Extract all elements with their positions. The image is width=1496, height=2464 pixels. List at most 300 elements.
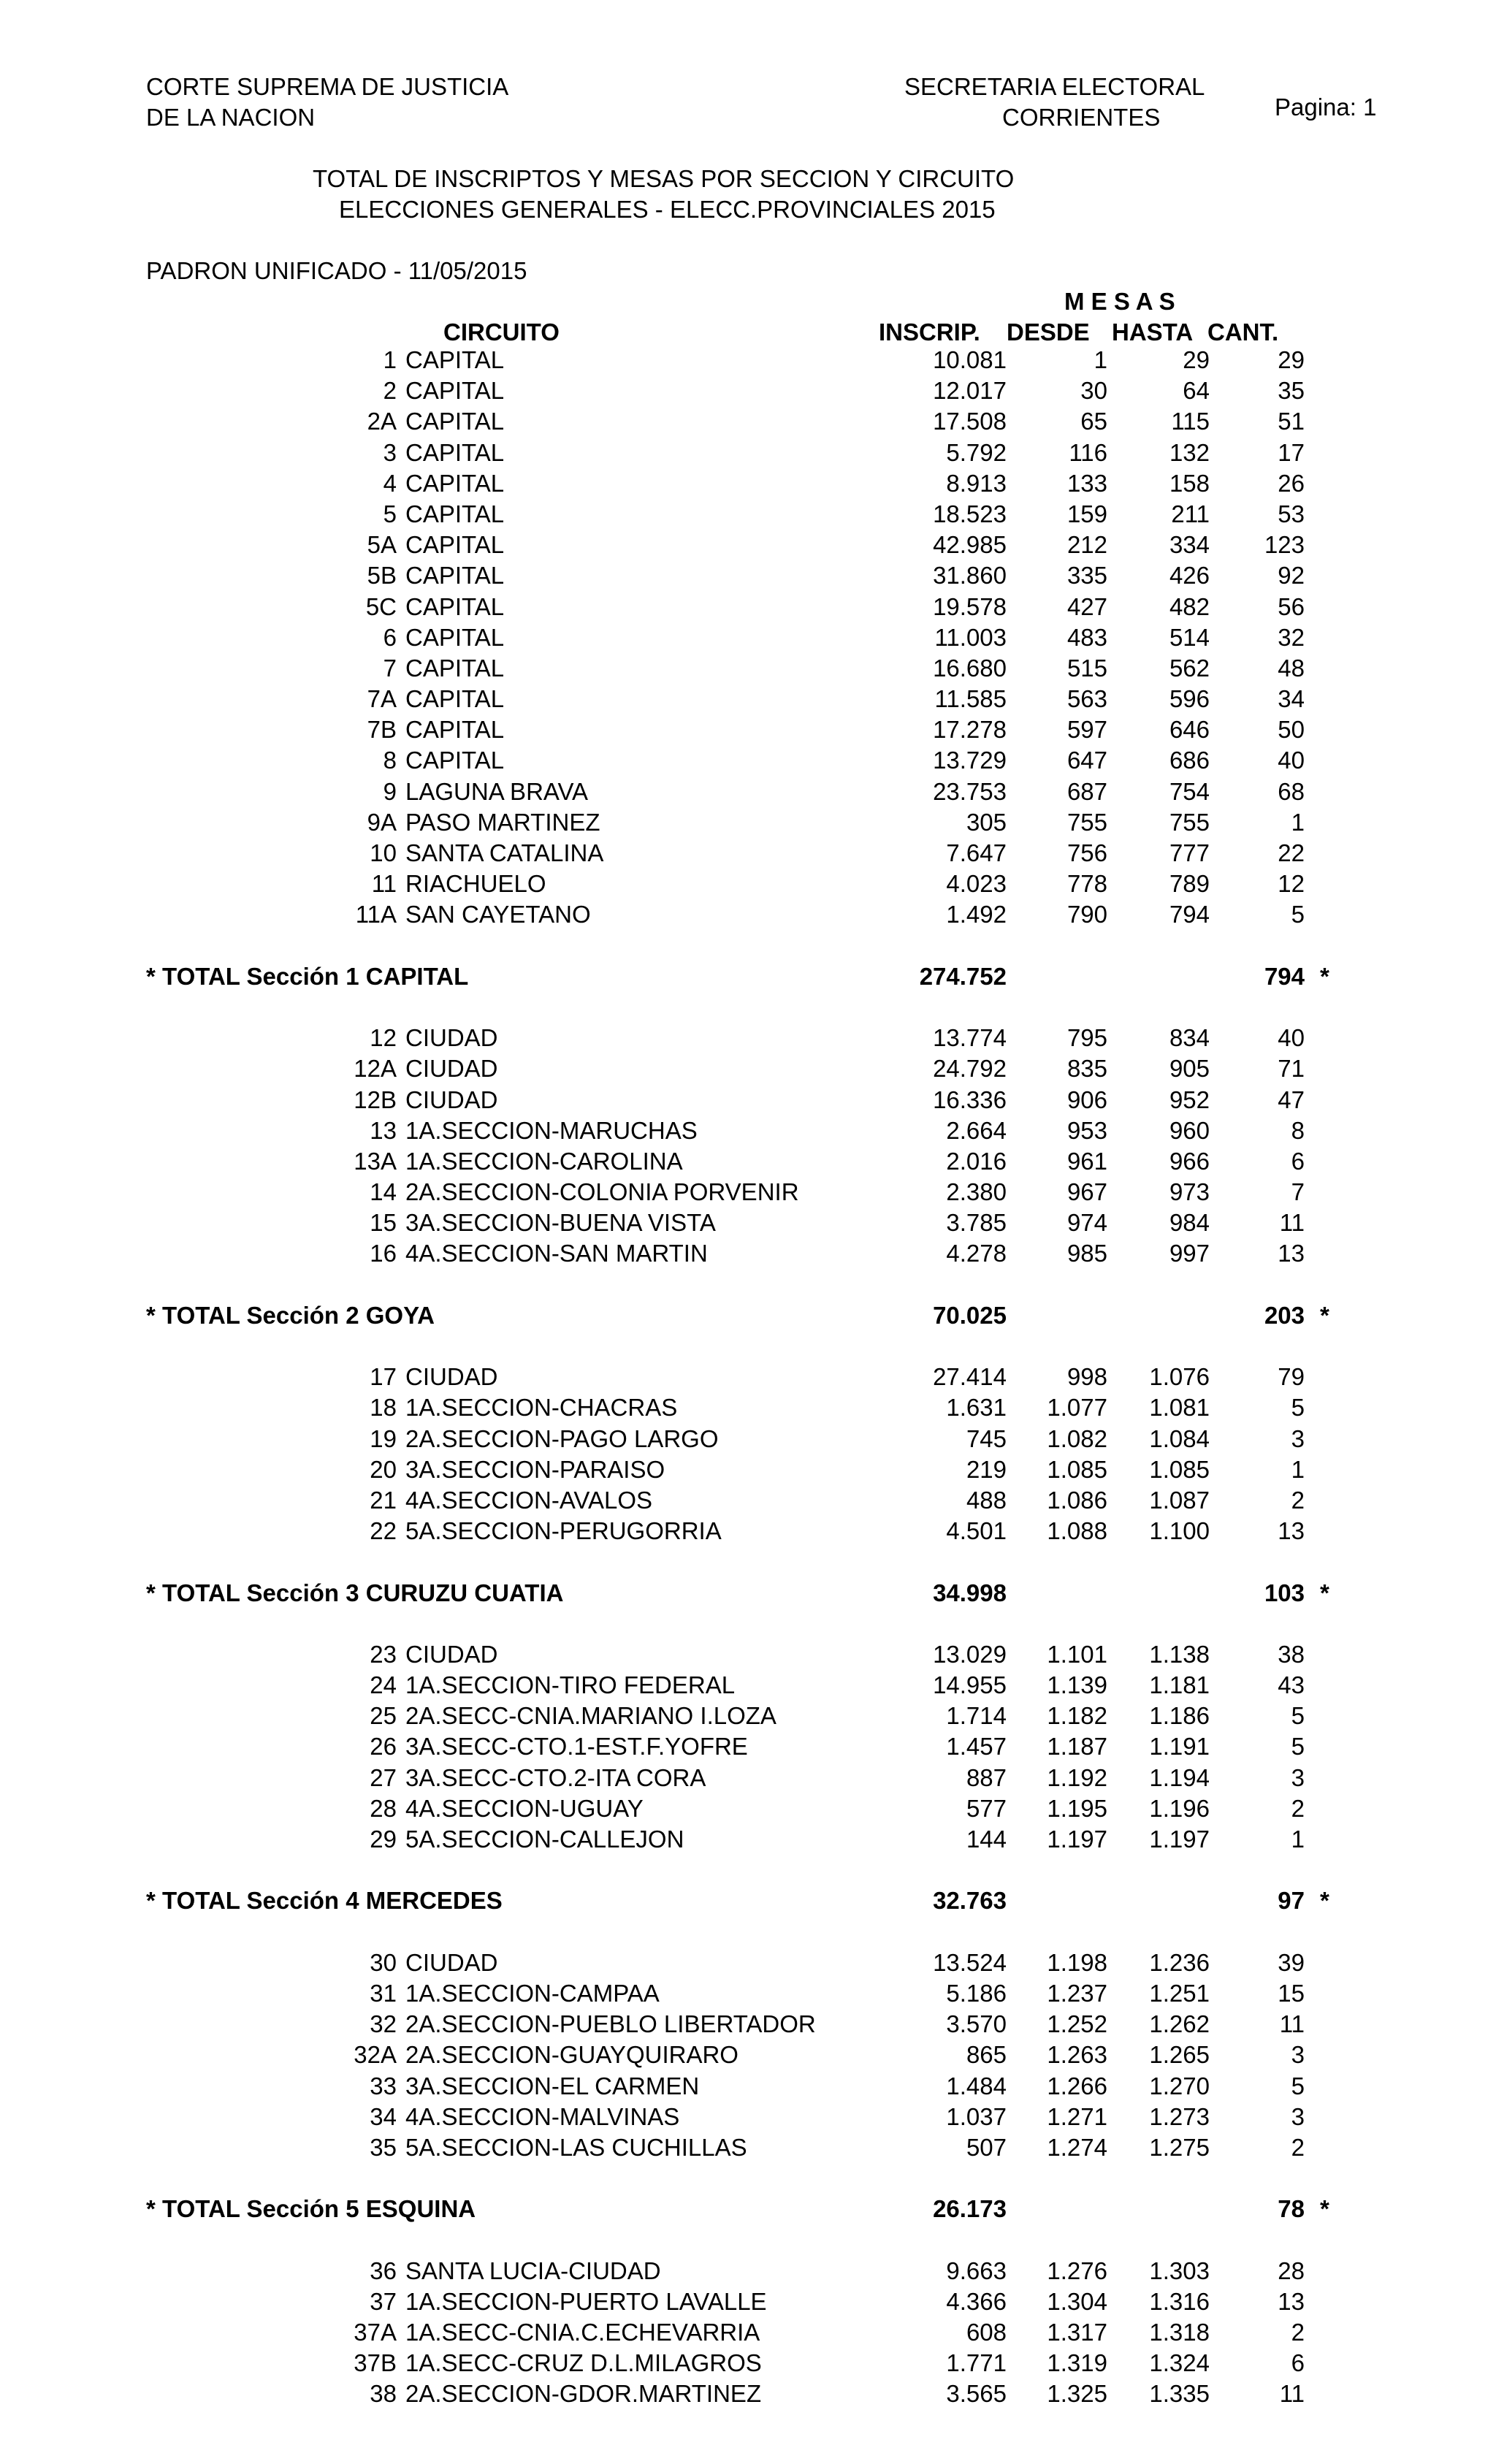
mesa-hasta-value: 426 <box>1169 562 1210 590</box>
circuit-code: 12B <box>354 1086 397 1113</box>
mesa-cant-value: 11 <box>1279 2010 1305 2038</box>
table-row <box>0 1824 1496 1855</box>
inscriptos-value: 507 <box>966 2133 1007 2161</box>
table-row <box>0 1023 1496 1053</box>
mesa-cant-value: 71 <box>1278 1055 1305 1083</box>
mesa-cant-value: 5 <box>1291 2072 1305 2099</box>
table-row <box>0 1115 1496 1146</box>
mesa-hasta-value: 1.273 <box>1149 2102 1210 2130</box>
inscriptos-value: 27.414 <box>933 1363 1007 1391</box>
mesa-cant-value: 2 <box>1291 2133 1305 2161</box>
mesa-hasta-value: 646 <box>1169 716 1210 744</box>
mesa-desde-value: 1.325 <box>1047 2380 1107 2408</box>
circuit-name: 2A.SECC-CNIA.MARIANO I.LOZA <box>405 1702 776 1730</box>
mesa-desde-value: 778 <box>1066 870 1107 898</box>
section-total-cant: 103 <box>1264 1579 1305 1606</box>
circuit-code: 5A <box>367 531 397 559</box>
mesa-hasta-value: 132 <box>1169 438 1210 466</box>
circuit-code: 38 <box>370 2380 397 2408</box>
mesa-desde-value: 755 <box>1066 808 1107 836</box>
circuit-name: CAPITAL <box>405 469 505 497</box>
circuit-name: 1A.SECCION-CAMPAA <box>405 1979 660 2007</box>
table-row <box>0 1208 1496 1238</box>
mesa-desde-value: 1.192 <box>1047 1763 1107 1791</box>
inscriptos-value: 887 <box>966 1763 1007 1791</box>
circuit-name: 1A.SECCION-PUERTO LAVALLE <box>405 2287 767 2315</box>
section-total-label: * TOTAL Sección 1 CAPITAL <box>146 962 469 990</box>
circuit-code: 7A <box>367 685 397 713</box>
circuit-name: CAPITAL <box>405 531 505 559</box>
circuit-name: LAGUNA BRAVA <box>405 777 589 805</box>
mesas-header: M E S A S <box>1064 288 1175 315</box>
mesa-hasta-value: 1.138 <box>1149 1640 1210 1668</box>
section-total-inscriptos: 274.752 <box>919 962 1007 990</box>
mesa-hasta-value: 1.275 <box>1149 2133 1210 2161</box>
inscriptos-value: 10.081 <box>933 346 1007 373</box>
table-row <box>0 530 1496 560</box>
mesa-hasta-value: 794 <box>1169 901 1210 928</box>
mesa-cant-value: 48 <box>1278 654 1305 682</box>
inscriptos-value: 5.186 <box>946 1979 1007 2007</box>
circuit-code: 15 <box>370 1209 397 1237</box>
table-row <box>0 2379 1496 2409</box>
mesa-desde-value: 1.187 <box>1047 1733 1107 1761</box>
mesa-hasta-value: 1.076 <box>1149 1363 1210 1391</box>
table-row <box>0 1793 1496 1824</box>
inscriptos-value: 1.457 <box>946 1733 1007 1761</box>
circuit-name: CAPITAL <box>405 716 505 744</box>
mesa-hasta-value: 952 <box>1169 1086 1210 1113</box>
table-row <box>0 777 1496 807</box>
section-total-row <box>0 1578 1496 1609</box>
mesa-cant-value: 3 <box>1291 1424 1305 1452</box>
table-row <box>0 1238 1496 1269</box>
inscriptos-value: 144 <box>966 1826 1007 1853</box>
mesa-hasta-value: 115 <box>1171 408 1210 435</box>
circuit-code: 23 <box>370 1640 397 1668</box>
section-total-label: * TOTAL Sección 3 CURUZU CUATIA <box>146 1579 564 1606</box>
inscriptos-value: 18.523 <box>933 500 1007 527</box>
mesa-desde-value: 795 <box>1066 1024 1107 1052</box>
mesa-desde-value: 597 <box>1066 716 1107 744</box>
table-row <box>0 1085 1496 1115</box>
mesa-hasta-value: 29 <box>1183 346 1210 373</box>
table-row <box>0 1731 1496 1762</box>
inscriptos-value: 12.017 <box>933 377 1007 405</box>
mesa-hasta-value: 1.085 <box>1149 1455 1210 1483</box>
table-row <box>0 468 1496 499</box>
circuit-name: 4A.SECCION-SAN MARTIN <box>405 1240 708 1267</box>
circuit-name: 3A.SECCION-BUENA VISTA <box>405 1209 716 1237</box>
mesa-cant-value: 11 <box>1279 1209 1305 1237</box>
table-row <box>0 1701 1496 1731</box>
circuit-name: CAPITAL <box>405 623 505 651</box>
circuit-code: 9A <box>367 808 397 836</box>
mesa-hasta-value: 482 <box>1169 592 1210 620</box>
table-row <box>0 622 1496 653</box>
section-total-cant: 97 <box>1278 1887 1305 1915</box>
mesa-desde-value: 65 <box>1080 408 1107 435</box>
circuit-name: CAPITAL <box>405 747 505 774</box>
table-row <box>0 714 1496 745</box>
mesa-hasta-value: 1.335 <box>1149 2380 1210 2408</box>
mesa-desde-value: 483 <box>1066 623 1107 651</box>
circuit-name: CAPITAL <box>405 377 505 405</box>
mesa-hasta-value: 514 <box>1169 623 1210 651</box>
mesa-cant-value: 79 <box>1278 1363 1305 1391</box>
circuit-code: 12A <box>354 1055 397 1083</box>
table-row <box>0 592 1496 622</box>
circuit-name: CIUDAD <box>405 1086 498 1113</box>
inscriptos-value: 14.955 <box>933 1671 1007 1699</box>
table-row <box>0 2009 1496 2040</box>
mesa-desde-value: 1.276 <box>1047 2257 1107 2284</box>
mesa-cant-value: 50 <box>1278 716 1305 744</box>
mesa-hasta-value: 334 <box>1169 531 1210 559</box>
mesa-desde-value: 1.139 <box>1047 1671 1107 1699</box>
mesa-hasta-value: 1.084 <box>1149 1424 1210 1452</box>
table-row <box>0 745 1496 776</box>
mesa-hasta-value: 755 <box>1169 808 1210 836</box>
inscriptos-value: 1.771 <box>946 2349 1007 2377</box>
circuit-name: 2A.SECCION-COLONIA PORVENIR <box>405 1178 799 1206</box>
mesa-cant-value: 29 <box>1278 346 1305 373</box>
inscriptos-value: 42.985 <box>933 531 1007 559</box>
section-total-inscriptos: 26.173 <box>933 2195 1007 2223</box>
circuit-code: 9 <box>383 777 397 805</box>
inscriptos-value: 31.860 <box>933 562 1007 590</box>
mesa-hasta-value: 686 <box>1169 747 1210 774</box>
mesa-cant-value: 3 <box>1291 2041 1305 2069</box>
circuit-code: 5B <box>367 562 397 590</box>
circuit-code: 6 <box>383 623 397 651</box>
circuit-name: 2A.SECCION-PUEBLO LIBERTADOR <box>405 2010 816 2038</box>
mesa-cant-value: 17 <box>1278 438 1305 466</box>
table-row <box>0 1392 1496 1423</box>
inscriptos-value: 1.037 <box>946 2102 1007 2130</box>
inscriptos-value: 4.278 <box>946 1240 1007 1267</box>
hasta-header: HASTA <box>1112 319 1194 346</box>
inscriptos-value: 1.484 <box>946 2072 1007 2099</box>
circuit-name: 4A.SECCION-AVALOS <box>405 1486 653 1514</box>
circuit-code: 17 <box>370 1363 397 1391</box>
circuit-name: 3A.SECCION-EL CARMEN <box>405 2072 700 2099</box>
mesa-desde-value: 1.198 <box>1047 1948 1107 1976</box>
mesa-hasta-value: 960 <box>1169 1116 1210 1144</box>
circuit-code: 21 <box>370 1486 397 1514</box>
inscriptos-value: 13.774 <box>933 1024 1007 1052</box>
table-row <box>0 560 1496 591</box>
circuit-code: 36 <box>370 2257 397 2284</box>
court-name-line1: CORTE SUPREMA DE JUSTICIA <box>146 73 509 100</box>
table-row <box>0 499 1496 530</box>
inscriptos-value: 19.578 <box>933 592 1007 620</box>
table-row <box>0 2348 1496 2379</box>
mesa-cant-value: 22 <box>1278 839 1305 866</box>
inscriptos-value: 4.501 <box>946 1517 1007 1545</box>
circuit-code: 32 <box>370 2010 397 2038</box>
circuit-code: 14 <box>370 1178 397 1206</box>
circuit-code: 25 <box>370 1702 397 1730</box>
circuit-code: 24 <box>370 1671 397 1699</box>
circuit-code: 32A <box>354 2041 397 2069</box>
section-total-inscriptos: 34.998 <box>933 1579 1007 1606</box>
inscriptos-value: 13.029 <box>933 1640 1007 1668</box>
circuit-name: 2A.SECCION-GUAYQUIRARO <box>405 2041 739 2069</box>
mesa-desde-value: 1.263 <box>1047 2041 1107 2069</box>
circuit-name: 1A.SECCION-MARUCHAS <box>405 1116 698 1144</box>
circuit-code: 37A <box>354 2319 397 2346</box>
mesa-desde-value: 756 <box>1066 839 1107 866</box>
circuit-code: 37 <box>370 2287 397 2315</box>
circuit-name: 1A.SECCION-TIRO FEDERAL <box>405 1671 736 1699</box>
mesa-hasta-value: 562 <box>1169 654 1210 682</box>
mesa-cant-value: 53 <box>1278 500 1305 527</box>
report-title-line1: TOTAL DE INSCRIPTOS Y MESAS POR SECCION Y CIRCUITO <box>313 165 1015 192</box>
mesa-hasta-value: 64 <box>1183 377 1210 405</box>
mesa-hasta-value: 973 <box>1169 1178 1210 1206</box>
inscriptos-value: 5.792 <box>946 438 1007 466</box>
circuit-code: 16 <box>370 1240 397 1267</box>
mesa-hasta-value: 1.262 <box>1149 2010 1210 2038</box>
circuit-code: 8 <box>383 747 397 774</box>
table-row <box>0 684 1496 714</box>
section-total-row <box>0 961 1496 992</box>
secretaria-line2: CORRIENTES <box>1002 104 1161 131</box>
mesa-hasta-value: 158 <box>1169 469 1210 497</box>
mesa-desde-value: 953 <box>1066 1116 1107 1144</box>
section-total-label: * TOTAL Sección 2 GOYA <box>146 1301 435 1329</box>
table-row <box>0 2317 1496 2348</box>
mesa-desde-value: 159 <box>1066 500 1107 527</box>
inscriptos-value: 4.023 <box>946 870 1007 898</box>
mesa-desde-value: 1.197 <box>1047 1826 1107 1853</box>
mesa-desde-value: 961 <box>1066 1147 1107 1175</box>
inscriptos-value: 7.647 <box>946 839 1007 866</box>
inscriptos-value: 24.792 <box>933 1055 1007 1083</box>
mesa-hasta-value: 1.265 <box>1149 2041 1210 2069</box>
inscriptos-value: 865 <box>966 2041 1007 2069</box>
mesa-cant-value: 3 <box>1291 1763 1305 1791</box>
mesa-cant-value: 5 <box>1291 1733 1305 1761</box>
section-total-label: * TOTAL Sección 4 MERCEDES <box>146 1887 503 1915</box>
circuit-name: SANTA LUCIA-CIUDAD <box>405 2257 661 2284</box>
inscriptos-value: 3.565 <box>946 2380 1007 2408</box>
circuit-code: 12 <box>370 1024 397 1052</box>
mesa-desde-value: 116 <box>1069 438 1107 466</box>
mesa-cant-value: 92 <box>1278 562 1305 590</box>
mesa-cant-value: 13 <box>1278 1240 1305 1267</box>
mesa-hasta-value: 1.251 <box>1149 1979 1210 2007</box>
mesa-cant-value: 6 <box>1291 1147 1305 1175</box>
inscriptos-value: 23.753 <box>933 777 1007 805</box>
mesa-hasta-value: 984 <box>1169 1209 1210 1237</box>
circuit-code: 27 <box>370 1763 397 1791</box>
circuit-code: 34 <box>370 2102 397 2130</box>
mesa-cant-value: 8 <box>1291 1116 1305 1144</box>
secretaria-line1: SECRETARIA ELECTORAL <box>904 73 1205 100</box>
mesa-desde-value: 790 <box>1066 901 1107 928</box>
mesa-hasta-value: 1.181 <box>1149 1671 1210 1699</box>
inscriptos-value: 745 <box>966 1424 1007 1452</box>
table-row <box>0 1948 1496 1978</box>
inscriptos-value: 16.680 <box>933 654 1007 682</box>
section-total-row <box>0 1300 1496 1331</box>
section-total-label: * TOTAL Sección 5 ESQUINA <box>146 2195 476 2223</box>
circuit-name: CIUDAD <box>405 1640 498 1668</box>
mesa-desde-value: 906 <box>1066 1086 1107 1113</box>
circuit-code: 13 <box>370 1116 397 1144</box>
inscriptos-value: 4.366 <box>946 2287 1007 2315</box>
circuit-code: 20 <box>370 1455 397 1483</box>
circuit-code: 5C <box>365 592 397 620</box>
mesa-desde-value: 1.304 <box>1047 2287 1107 2315</box>
section-total-cant: 794 <box>1264 962 1305 990</box>
mesa-hasta-value: 1.318 <box>1149 2319 1210 2346</box>
mesa-cant-value: 2 <box>1291 2319 1305 2346</box>
inscriptos-value: 17.278 <box>933 716 1007 744</box>
mesa-cant-value: 3 <box>1291 2102 1305 2130</box>
table-row <box>0 1177 1496 1208</box>
table-row <box>0 899 1496 930</box>
table-row <box>0 2071 1496 2102</box>
mesa-cant-value: 28 <box>1278 2257 1305 2284</box>
table-row <box>0 2256 1496 2286</box>
mesa-hasta-value: 1.194 <box>1149 1763 1210 1791</box>
circuit-table <box>0 345 1496 2410</box>
mesa-desde-value: 1.266 <box>1047 2072 1107 2099</box>
mesa-desde-value: 515 <box>1066 654 1107 682</box>
table-row <box>0 1146 1496 1177</box>
circuit-code: 7 <box>383 654 397 682</box>
mesa-desde-value: 974 <box>1066 1209 1107 1237</box>
mesa-hasta-value: 789 <box>1169 870 1210 898</box>
mesa-desde-value: 1.237 <box>1047 1979 1107 2007</box>
mesa-desde-value: 212 <box>1066 531 1107 559</box>
circuit-code: 19 <box>370 1424 397 1452</box>
inscriptos-value: 8.913 <box>946 469 1007 497</box>
inscriptos-value: 305 <box>966 808 1007 836</box>
mesa-desde-value: 967 <box>1066 1178 1107 1206</box>
mesa-cant-value: 43 <box>1278 1671 1305 1699</box>
mesa-hasta-value: 211 <box>1171 500 1210 527</box>
circuit-name: CIUDAD <box>405 1948 498 1976</box>
mesa-desde-value: 1.319 <box>1047 2349 1107 2377</box>
circuit-code: 5 <box>383 500 397 527</box>
mesa-desde-value: 687 <box>1066 777 1107 805</box>
mesa-desde-value: 1.271 <box>1047 2102 1107 2130</box>
table-row <box>0 438 1496 468</box>
circuit-name: PASO MARTINEZ <box>405 808 600 836</box>
circuit-code: 30 <box>370 1948 397 1976</box>
mesa-desde-value: 1.182 <box>1047 1702 1107 1730</box>
mesa-hasta-value: 1.087 <box>1149 1486 1210 1514</box>
mesa-cant-value: 40 <box>1278 1024 1305 1052</box>
table-row <box>0 1763 1496 1793</box>
mesa-hasta-value: 834 <box>1169 1024 1210 1052</box>
circuit-code: 11 <box>371 870 397 898</box>
mesa-desde-value: 1.252 <box>1047 2010 1107 2038</box>
circuito-header: CIRCUITO <box>443 319 560 346</box>
circuit-name: RIACHUELO <box>405 870 546 898</box>
court-name-line2: DE LA NACION <box>146 104 316 131</box>
mesa-cant-value: 11 <box>1279 2380 1305 2408</box>
mesa-cant-value: 68 <box>1278 777 1305 805</box>
inscriptos-value: 16.336 <box>933 1086 1007 1113</box>
circuit-name: CIUDAD <box>405 1055 498 1083</box>
table-row <box>0 1516 1496 1546</box>
inscriptos-value: 219 <box>966 1455 1007 1483</box>
mesa-desde-value: 1.082 <box>1047 1424 1107 1452</box>
circuit-code: 37B <box>354 2349 397 2377</box>
circuit-code: 10 <box>370 839 397 866</box>
mesa-cant-value: 38 <box>1278 1640 1305 1668</box>
table-row <box>0 1454 1496 1485</box>
mesa-cant-value: 1 <box>1291 1455 1305 1483</box>
mesa-desde-value: 998 <box>1066 1363 1107 1391</box>
mesa-cant-value: 15 <box>1278 1979 1305 2007</box>
mesa-desde-value: 427 <box>1066 592 1107 620</box>
circuit-name: 5A.SECCION-LAS CUCHILLAS <box>405 2133 747 2161</box>
section-total-star: * <box>1320 2195 1329 2223</box>
cant-header: CANT. <box>1207 319 1279 346</box>
mesa-cant-value: 56 <box>1278 592 1305 620</box>
table-row <box>0 1670 1496 1701</box>
page-number: Pagina: 1 <box>1275 94 1377 121</box>
table-row <box>0 869 1496 899</box>
table-row <box>0 1424 1496 1454</box>
circuit-code: 29 <box>370 1826 397 1853</box>
circuit-code: 2 <box>383 377 397 405</box>
circuit-code: 31 <box>370 1979 397 2007</box>
mesa-desde-value: 1.101 <box>1047 1640 1107 1668</box>
mesa-hasta-value: 1.324 <box>1149 2349 1210 2377</box>
circuit-name: 4A.SECCION-MALVINAS <box>405 2102 680 2130</box>
mesa-cant-value: 1 <box>1291 808 1305 836</box>
mesa-cant-value: 51 <box>1278 408 1305 435</box>
table-row <box>0 838 1496 869</box>
circuit-code: 35 <box>370 2133 397 2161</box>
mesa-cant-value: 35 <box>1278 377 1305 405</box>
circuit-name: 1A.SECC-CNIA.C.ECHEVARRIA <box>405 2319 760 2346</box>
mesa-hasta-value: 777 <box>1169 839 1210 866</box>
circuit-name: CAPITAL <box>405 562 505 590</box>
section-total-star: * <box>1320 962 1329 990</box>
table-row <box>0 406 1496 437</box>
section-total-row <box>0 1885 1496 1916</box>
mesa-hasta-value: 1.270 <box>1149 2072 1210 2099</box>
mesa-desde-value: 1.077 <box>1047 1394 1107 1422</box>
table-row <box>0 1053 1496 1084</box>
mesa-hasta-value: 1.303 <box>1149 2257 1210 2284</box>
section-total-cant: 203 <box>1264 1301 1305 1329</box>
mesa-hasta-value: 1.316 <box>1149 2287 1210 2315</box>
mesa-cant-value: 5 <box>1291 1394 1305 1422</box>
inscriptos-value: 577 <box>966 1794 1007 1822</box>
circuit-name: 3A.SECCION-PARAISO <box>405 1455 665 1483</box>
table-row <box>0 1485 1496 1516</box>
table-row <box>0 2040 1496 2070</box>
circuit-name: CIUDAD <box>405 1363 498 1391</box>
table-row <box>0 2132 1496 2163</box>
padron-date: PADRON UNIFICADO - 11/05/2015 <box>146 257 527 284</box>
mesa-cant-value: 13 <box>1278 2287 1305 2315</box>
table-row <box>0 2286 1496 2317</box>
mesa-hasta-value: 1.186 <box>1149 1702 1210 1730</box>
inscriptos-value: 1.631 <box>946 1394 1007 1422</box>
section-total-star: * <box>1320 1887 1329 1915</box>
table-row <box>0 345 1496 375</box>
